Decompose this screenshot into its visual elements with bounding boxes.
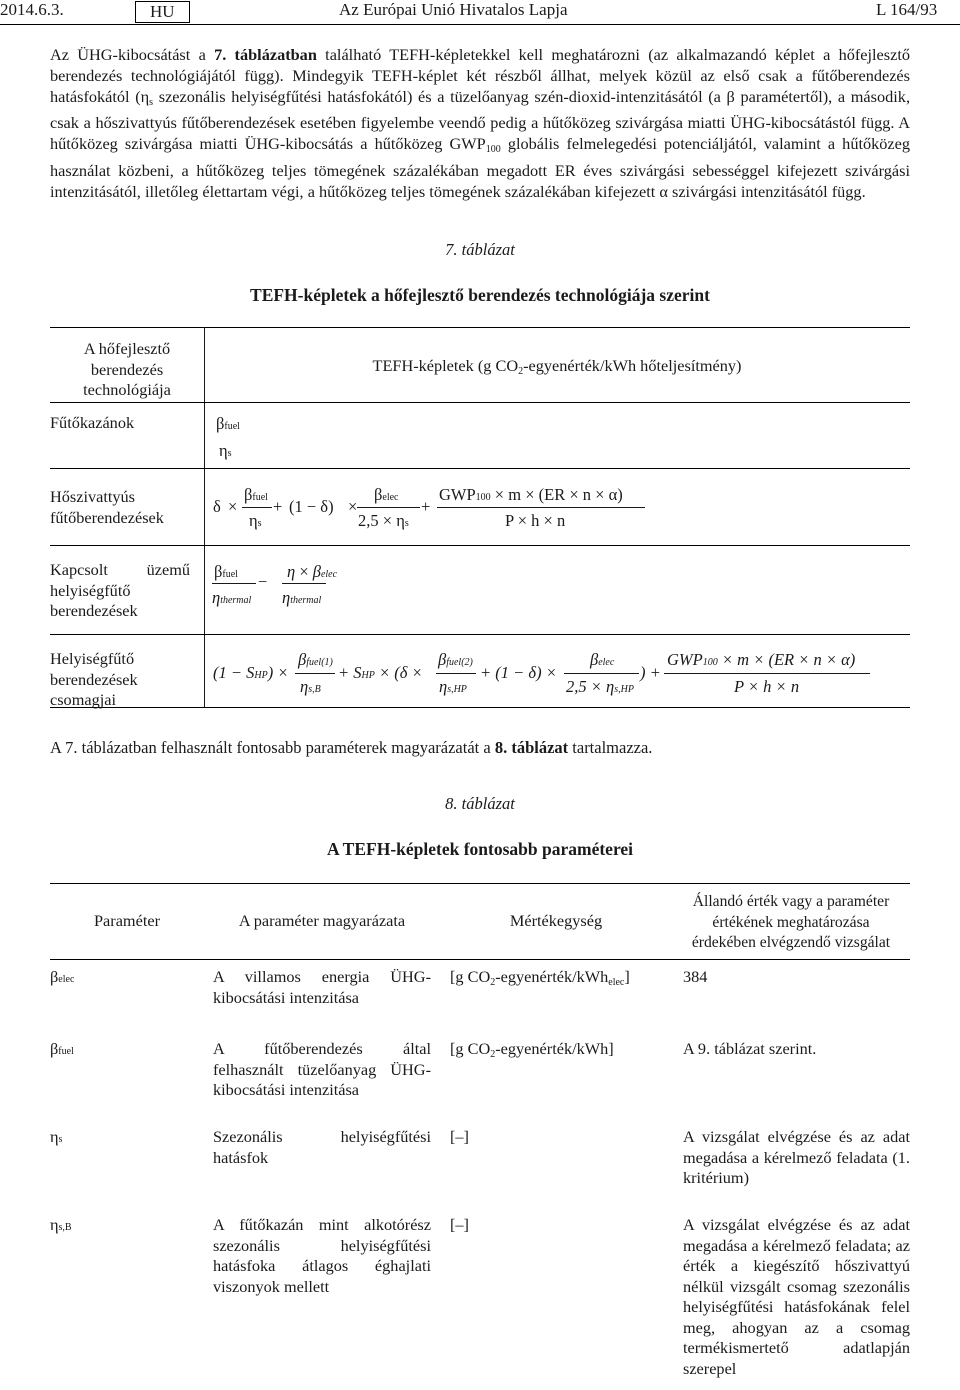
table7-row-package-label: Helyiségfűtő berendezések csomagjai: [50, 649, 138, 709]
table8-row-unit: [g $CO_2-egyenérték/kWh_{elec}$]: [450, 967, 630, 988]
table8-header-explain: A paraméter magyarázata: [238, 911, 406, 930]
table7-header-tech: A hőfejlesztő berendezés technológiája: [83, 339, 171, 399]
header-rule: [0, 24, 960, 25]
page-reference: L 164/93: [876, 0, 938, 19]
table8-row-value: A 9. táblázat szerint.: [683, 1039, 817, 1058]
table7-row-boiler-label: Fűtőkazánok: [50, 413, 135, 432]
table8-number: 8. táblázat: [445, 794, 515, 813]
table8-reference-text: A 7. táblázatban felhasznált fontosabb paraméterek magyarázatát a 8. táblázat tartalmazza.: [50, 738, 653, 757]
page-header: [0, 0, 960, 22]
intro-paragraph: Az ÜHG-kibocsátást a 7. táblázatban található TEFH-képletekkel kell meghatározni (az alkalmazandó képlet a hőfejlesztő berendezés technológiájától függ). Mindegyik TEFH-képlet két részből állhat, melyek közül az első csak a fűtőberendezés hatásfokától ($\eta_s$ szezonális helyiségfűtési hatásfokától) és a tüzelőanyag szén-dioxid-intenzitásától (a β paramétertől), a második, csak a hőszivattyús fűtőberendezések esetében figyelembe veendő pedig a hűtőközeg szivárgása miatti ÜHG-kibocsátástól függ. A hűtőközeg szivárgása miatti ÜHG-kibocsátás a hűtőközeg $GWP_{100}$ globális felmelegedési potenciáljától, valamint a hűtőközeg használat közbeni, a hűtőközeg teljes tömegének százalékában megadott ER éves szivárgási sebességgel kifejezett szivárgási intenzitásától, illetőleg élettartam végi, a hűtőközeg teljes tömegének százalékában kifejezett α szivárgási intenzitásától függ.: [50, 45, 911, 201]
table8-header-param: Paraméter: [94, 911, 160, 930]
language-badge: HU: [135, 1, 190, 23]
journal-title: Az Európai Unió Hivatalos Lapja: [339, 0, 568, 19]
table8-row-explain: A villamos energia ÜHG-kibocsátási intenzitása: [213, 967, 431, 1007]
table8-header-unit: Mértékegység: [509, 911, 603, 930]
table8-row-unit: [–]: [450, 1127, 469, 1146]
table7-header-formula: TEFH-képletek (g $CO_2-egyenérték$/kWh hőteljesítmény): [372, 356, 742, 377]
table8-title: A TEFH-képletek fontosabb paraméterei: [326, 839, 634, 859]
table8-row-explain: Szezonális helyiségfűtési hatásfok: [213, 1127, 431, 1167]
table8-row-symbol: βelec: [50, 967, 75, 986]
table8-header-value: Állandó érték vagy a paraméter értékének meghatározása érdekében elvégzendő vizsgálat: [691, 893, 891, 951]
table8-row-value: A vizsgálat elvégzése és az adat megadása a kérelmező feladata (1. kritérium): [683, 1127, 910, 1187]
table7-number: 7. táblázat: [445, 240, 515, 259]
table8-row-unit: [–]: [450, 1215, 469, 1234]
table8-row-explain: A fűtőberendezés által felhasznált tüzelőanyag ÜHG-kibocsátási intenzitása: [213, 1039, 431, 1099]
header-date: 2014.6.3.: [0, 0, 64, 19]
table8-row-symbol: ηs,B: [50, 1215, 72, 1234]
table8-row-explain: A fűtőkazán mint alkotórész szezonális helyiségfűtési hatásfoka átlagos éghajlati viszonyok mellett: [213, 1215, 431, 1296]
table8-row-value: 384: [683, 967, 708, 986]
table7-row-cogeneration-label: Kapcsolt üzemű helyiségfűtő berendezések: [50, 560, 190, 620]
table8-row-symbol: βfuel: [50, 1039, 74, 1058]
table7-row-heatpump-label: Hőszivattyús fűtőberendezések: [50, 487, 164, 527]
table8-row-symbol: ηs: [50, 1127, 63, 1146]
table8-row-value: A vizsgálat elvégzése és az adat megadása a kérelmező feladata; az érték a kiegészítő hőszivattyú nélkül vizsgált csomag szezonális helyiségfűtési hatásfokának felel meg, ahogyan az a csomag termékismertető adatlapján szerepel: [683, 1215, 910, 1378]
table8-row-unit: [g $CO_2-egyenérték/kWh$]: [450, 1039, 614, 1060]
table7-title: TEFH-képletek a hőfejlesztő berendezés technológiája szerint: [250, 285, 710, 305]
